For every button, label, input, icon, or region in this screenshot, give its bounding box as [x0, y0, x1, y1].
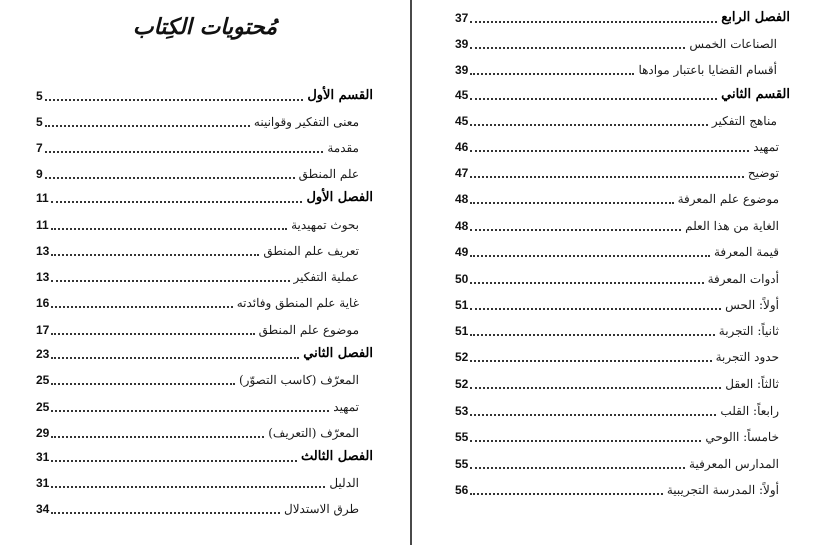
dot-leader	[51, 228, 287, 230]
toc-entry[interactable]	[455, 295, 779, 315]
toc-page-number: 55	[455, 430, 469, 444]
toc-page-number: 9	[36, 167, 43, 181]
dot-leader	[470, 47, 685, 49]
toc-page-number: 56	[455, 483, 469, 497]
dot-leader	[470, 124, 707, 126]
toc-entry-title: معنى التفكير وقوانينه	[253, 115, 359, 129]
toc-page-number: 45	[455, 88, 469, 102]
dot-leader	[470, 202, 673, 204]
toc-page-number: 29	[36, 426, 50, 440]
page-divider	[410, 0, 412, 545]
toc-entry[interactable]	[36, 164, 359, 184]
toc-entry[interactable]	[455, 242, 779, 262]
toc-entry[interactable]	[36, 370, 359, 390]
toc-entry[interactable]	[36, 86, 373, 106]
toc-page-number: 55	[455, 457, 469, 471]
dot-leader	[470, 150, 749, 152]
toc-entry-title: أولاً: المدرسة التجريبية	[666, 483, 779, 497]
toc-page-number: 48	[455, 219, 469, 233]
toc-page-number: 13	[36, 244, 50, 258]
toc-entry[interactable]	[455, 480, 779, 500]
dot-leader	[51, 306, 232, 308]
toc-entry[interactable]	[36, 423, 359, 443]
toc-entry[interactable]	[36, 138, 359, 158]
toc-entry-title: الدليل	[329, 476, 359, 490]
dot-leader	[470, 440, 701, 442]
toc-entry-title: موضوع علم المنطق	[258, 323, 359, 337]
toc-entry[interactable]	[455, 269, 779, 289]
toc-entry[interactable]	[455, 427, 779, 447]
toc-entry-title: الفصل الرابع	[721, 10, 790, 25]
dot-leader	[470, 21, 717, 23]
toc-page-number: 39	[455, 37, 469, 51]
toc-entry-title: الصناعات الخمس	[689, 37, 777, 51]
toc-entry[interactable]	[455, 189, 779, 209]
toc-page-number: 37	[455, 11, 469, 25]
toc-entry-title: تمهيد	[333, 400, 359, 414]
dot-leader	[470, 229, 681, 231]
toc-entry[interactable]	[36, 241, 359, 261]
toc-page-number: 17	[36, 323, 50, 337]
toc-page-number: 11	[36, 218, 49, 232]
toc-entry-title: القسم الأول	[307, 88, 373, 103]
toc-entry-title: عملية التفكير	[293, 270, 359, 284]
toc-entry-title: أقسام القضايا باعتبار موادها	[638, 63, 777, 77]
toc-entry[interactable]	[36, 473, 359, 493]
toc-entry-title: مقدمة	[327, 141, 359, 155]
toc-entry[interactable]	[36, 320, 359, 340]
toc-entry-title: المعرّف (التعريف)	[268, 426, 359, 440]
toc-page-number: 23	[36, 347, 50, 361]
toc-page-number: 51	[455, 298, 469, 312]
toc-page-number: 50	[455, 272, 469, 286]
dot-leader	[45, 99, 304, 101]
toc-entry[interactable]	[36, 188, 373, 208]
toc-entry[interactable]	[455, 60, 777, 80]
toc-entry-title: أدوات المعرفة	[707, 272, 779, 286]
dot-leader	[45, 177, 295, 179]
toc-page-number: 7	[36, 141, 43, 155]
toc-entry[interactable]	[455, 216, 779, 236]
toc-entry[interactable]	[36, 112, 359, 132]
toc-entry-title: غاية علم المنطق وفائدته	[236, 296, 359, 310]
dot-leader	[51, 512, 280, 514]
toc-entry[interactable]	[455, 374, 779, 394]
dot-leader	[51, 280, 289, 282]
toc-entry-title: القسم الثاني	[721, 87, 790, 102]
toc-entry-title: تعريف علم المنطق	[263, 244, 359, 258]
toc-entry-title: الفصل الثاني	[303, 346, 373, 361]
toc-entry-title: موضوع علم المعرفة	[677, 192, 779, 206]
dot-leader	[470, 98, 717, 100]
toc-page-number: 31	[36, 476, 50, 490]
toc-entry[interactable]	[36, 293, 359, 313]
toc-page-number: 52	[455, 377, 469, 391]
dot-leader	[51, 201, 303, 203]
toc-page-number: 25	[36, 373, 50, 387]
toc-entry[interactable]	[455, 137, 779, 157]
left-page	[0, 0, 410, 545]
toc-entry[interactable]	[455, 321, 779, 341]
dot-leader	[470, 282, 703, 284]
toc-page-number: 31	[36, 450, 50, 464]
toc-entry-title: طرق الاستدلال	[283, 502, 359, 516]
toc-page-number: 34	[36, 502, 50, 516]
toc-page-number: 46	[455, 140, 469, 154]
dot-leader	[470, 387, 721, 389]
toc-entry-title: علم المنطق	[298, 167, 359, 181]
toc-entry-title: قيمة المعرفة	[713, 245, 779, 259]
toc-entry-title: الفصل الثالث	[301, 449, 373, 464]
toc-page-number: 45	[455, 114, 469, 128]
dot-leader	[470, 414, 716, 416]
toc-entry[interactable]	[455, 401, 779, 421]
page-title: مُحتويات الكِتاب	[132, 14, 278, 40]
dot-leader	[51, 254, 259, 256]
dot-leader	[470, 176, 744, 178]
toc-entry[interactable]	[36, 397, 359, 417]
toc-entry[interactable]	[36, 447, 373, 467]
toc-page-number: 49	[455, 245, 469, 259]
toc-page-number: 52	[455, 350, 469, 364]
toc-page-number: 5	[36, 115, 43, 129]
toc-entry-title: تمهيد	[753, 140, 779, 154]
dot-leader	[45, 151, 324, 153]
toc-page-number: 51	[455, 324, 469, 338]
toc-entry-title: بحوث تمهيدية	[291, 218, 359, 232]
toc-page-number: 53	[455, 404, 469, 418]
dot-leader	[51, 383, 235, 385]
toc-entry-title: ثالثاً: العقل	[725, 377, 779, 391]
toc-page-number: 48	[455, 192, 469, 206]
toc-entry-title: الغاية من هذا العلم	[685, 219, 779, 233]
toc-entry-title: خامساً: االوحي	[705, 430, 779, 444]
toc-entry-title: الفصل الأول	[306, 190, 373, 205]
dot-leader	[470, 334, 714, 336]
dot-leader	[51, 436, 264, 438]
dot-leader	[470, 73, 634, 75]
toc-entry-title: توضيح	[747, 166, 779, 180]
toc-page-number: 13	[36, 270, 50, 284]
toc-entry-title: ثانياً: التجربة	[718, 324, 779, 338]
right-page	[413, 0, 821, 545]
toc-entry[interactable]	[455, 454, 779, 474]
toc-page-number: 5	[36, 89, 43, 103]
toc-page-number: 47	[455, 166, 469, 180]
dot-leader	[470, 493, 662, 495]
toc-entry[interactable]	[455, 8, 790, 28]
dot-leader	[470, 467, 685, 469]
toc-entry[interactable]	[455, 163, 779, 183]
toc-page-number: 39	[455, 63, 469, 77]
dot-leader	[51, 486, 325, 488]
toc-entry[interactable]	[36, 499, 359, 519]
dot-leader	[51, 460, 297, 462]
toc-entry-title: حدود التجربة	[715, 350, 779, 364]
toc-entry[interactable]	[455, 34, 777, 54]
dot-leader	[470, 360, 711, 362]
toc-entry-title: مناهج التفكير	[711, 114, 777, 128]
dot-leader	[470, 255, 710, 257]
toc-page-number: 16	[36, 296, 50, 310]
dot-leader	[45, 125, 250, 127]
toc-page-number: 25	[36, 400, 50, 414]
toc-entry[interactable]	[455, 85, 790, 105]
toc-page-number: 11	[36, 191, 49, 205]
toc-entry[interactable]	[455, 347, 779, 367]
toc-entry-title: أولاً: الحس	[725, 298, 779, 312]
toc-entry-title: المعرّف (كاسب التصوّر)	[239, 373, 359, 387]
toc-entry[interactable]	[455, 111, 777, 131]
toc-entry-title: المدارس المعرفية	[689, 457, 779, 471]
toc-entry[interactable]	[36, 267, 359, 287]
toc-entry-title: رابعاً: القلب	[720, 404, 779, 418]
dot-leader	[51, 410, 329, 412]
dot-leader	[51, 333, 254, 335]
dot-leader	[470, 308, 721, 310]
dot-leader	[51, 357, 299, 359]
toc-entry[interactable]	[36, 215, 359, 235]
toc-entry[interactable]	[36, 344, 373, 364]
